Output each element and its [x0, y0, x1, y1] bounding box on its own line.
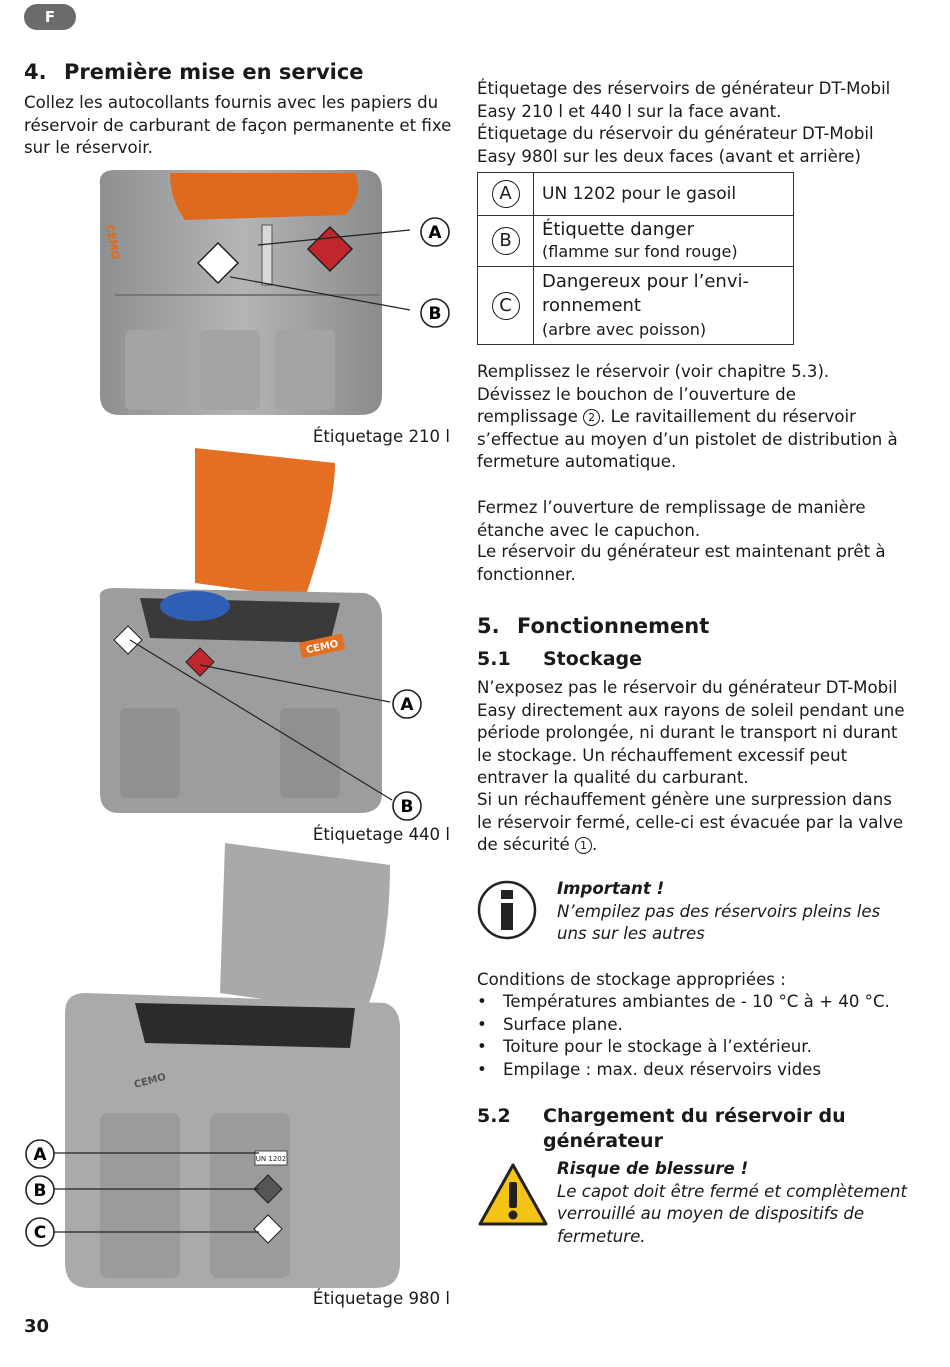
callout-lines-980: [24, 1138, 287, 1248]
label-c-text: Dangereux pour l’envi-ronnement: [542, 270, 749, 316]
label-a-text: UN 1202 pour le gasoil: [542, 183, 737, 204]
callout-b-440: [391, 790, 423, 822]
list-item: • Surface plane.: [477, 1014, 890, 1037]
section-4-intro: Collez les autocollants fournis avec les papiers du réservoir de carburant de façon permanente et fixe sur le réservoir.: [24, 93, 452, 158]
storage-conditions-title: Conditions de stockage appropriées :: [477, 970, 786, 989]
svg-text:CEMO: CEMO: [103, 223, 123, 261]
svg-text:CEMO: CEMO: [305, 638, 340, 657]
table-row: [478, 267, 794, 345]
caption-210: Étiquetage 210 l: [312, 427, 450, 446]
page-number: 30: [24, 1316, 50, 1337]
callout-lines-440: [120, 620, 420, 820]
caption-980: Étiquetage 980 l: [312, 1289, 450, 1308]
labeling-text-980: Étiquetage du réservoir du générateur DT-Mobil Easy 980l sur les deux faces (avant et arrière): [477, 124, 874, 166]
callout-a-210: [419, 216, 451, 248]
letter-c: C: [492, 292, 520, 320]
svg-text:UN 1202: UN 1202: [255, 1155, 287, 1163]
section-5-2-heading: 5.2 Chargement du réservoir du générateur: [477, 1105, 846, 1152]
labeling-text-210-440: Étiquetage des réservoirs de générateur DT-Mobil Easy 210 l et 440 l sur la face avant.: [477, 79, 891, 121]
label-b-text: Étiquette danger: [542, 219, 695, 240]
label-c-sub: (arbre avec poisson): [542, 319, 707, 339]
callout-b-210: [419, 297, 451, 329]
table-row: [478, 173, 794, 216]
caption-440: Étiquetage 440 l: [312, 825, 450, 844]
warning-note: Risque de blessure ! Le capot doit être fermé et complètement verrouillé au moyen de dispositifs de fermeture.: [557, 1159, 908, 1246]
storage-conditions-list: [477, 991, 890, 1081]
ready-text: Le réservoir du générateur est maintenant prêt à fonctionner.: [477, 542, 886, 584]
close-instructions: Fermez l’ouverture de remplissage de manière étanche avec le capuchon.: [477, 498, 866, 540]
list-item: • Toiture pour le stockage à l’extérieur.: [477, 1036, 890, 1059]
warning-icon: [477, 1162, 549, 1228]
fill-instructions: Remplissez le réservoir (voir chapitre 5.3). Dévissez le bouchon de l’ouverture de remplissage 2 . Le ravitaillement du réservoir s’effectue au moyen d’un pistolet de distribution à fermeture automatique.: [477, 362, 898, 472]
ref-1-icon: 1: [575, 837, 592, 854]
callout-b-980: [24, 1174, 56, 1206]
info-icon: [477, 880, 537, 940]
letter-a: A: [492, 180, 520, 208]
svg-text:B: B: [400, 797, 414, 817]
section-5-heading: 5. Fonctionnement: [477, 614, 710, 638]
callout-c-980: [24, 1216, 56, 1248]
svg-text:C: C: [33, 1223, 47, 1243]
callout-a-440: [391, 688, 423, 720]
callout-a-980: [24, 1138, 56, 1170]
svg-text:A: A: [33, 1145, 47, 1165]
table-row: [478, 216, 794, 267]
list-item: • Empilage : max. deux réservoirs vides: [477, 1059, 890, 1082]
svg-text:B: B: [33, 1181, 47, 1201]
svg-text:A: A: [400, 695, 414, 715]
ref-2-icon: 2: [583, 409, 600, 426]
language-badge: F: [24, 4, 76, 30]
label-table: [477, 172, 794, 345]
section-4-heading: 4. Première mise en service: [24, 60, 364, 84]
svg-text:A: A: [428, 223, 442, 243]
letter-b: B: [492, 227, 520, 255]
svg-text:B: B: [428, 304, 442, 324]
storage-text-2: Si un réchauffement génère une surpression dans le réservoir fermé, celle-ci est évacuée par la valve de sécurité 1 .: [477, 790, 904, 855]
important-note: Important ! N’empilez pas des réservoirs pleins les uns sur les autres: [557, 879, 881, 944]
svg-text:CEMO: CEMO: [132, 1071, 168, 1091]
label-b-sub: (flamme sur fond rouge): [542, 242, 738, 261]
list-item: • Températures ambiantes de - 10 °C à + 40 °C.: [477, 991, 890, 1014]
section-5-1-heading: 5.1 Stockage: [477, 648, 643, 670]
storage-text-1: N’exposez pas le réservoir du générateur DT-Mobil Easy directement aux rayons de soleil pendant une période prolongée, ni durant le transport ni durant le stockage. Un réchauffement excessif peut entraver la qualité du carburant.: [477, 678, 905, 788]
